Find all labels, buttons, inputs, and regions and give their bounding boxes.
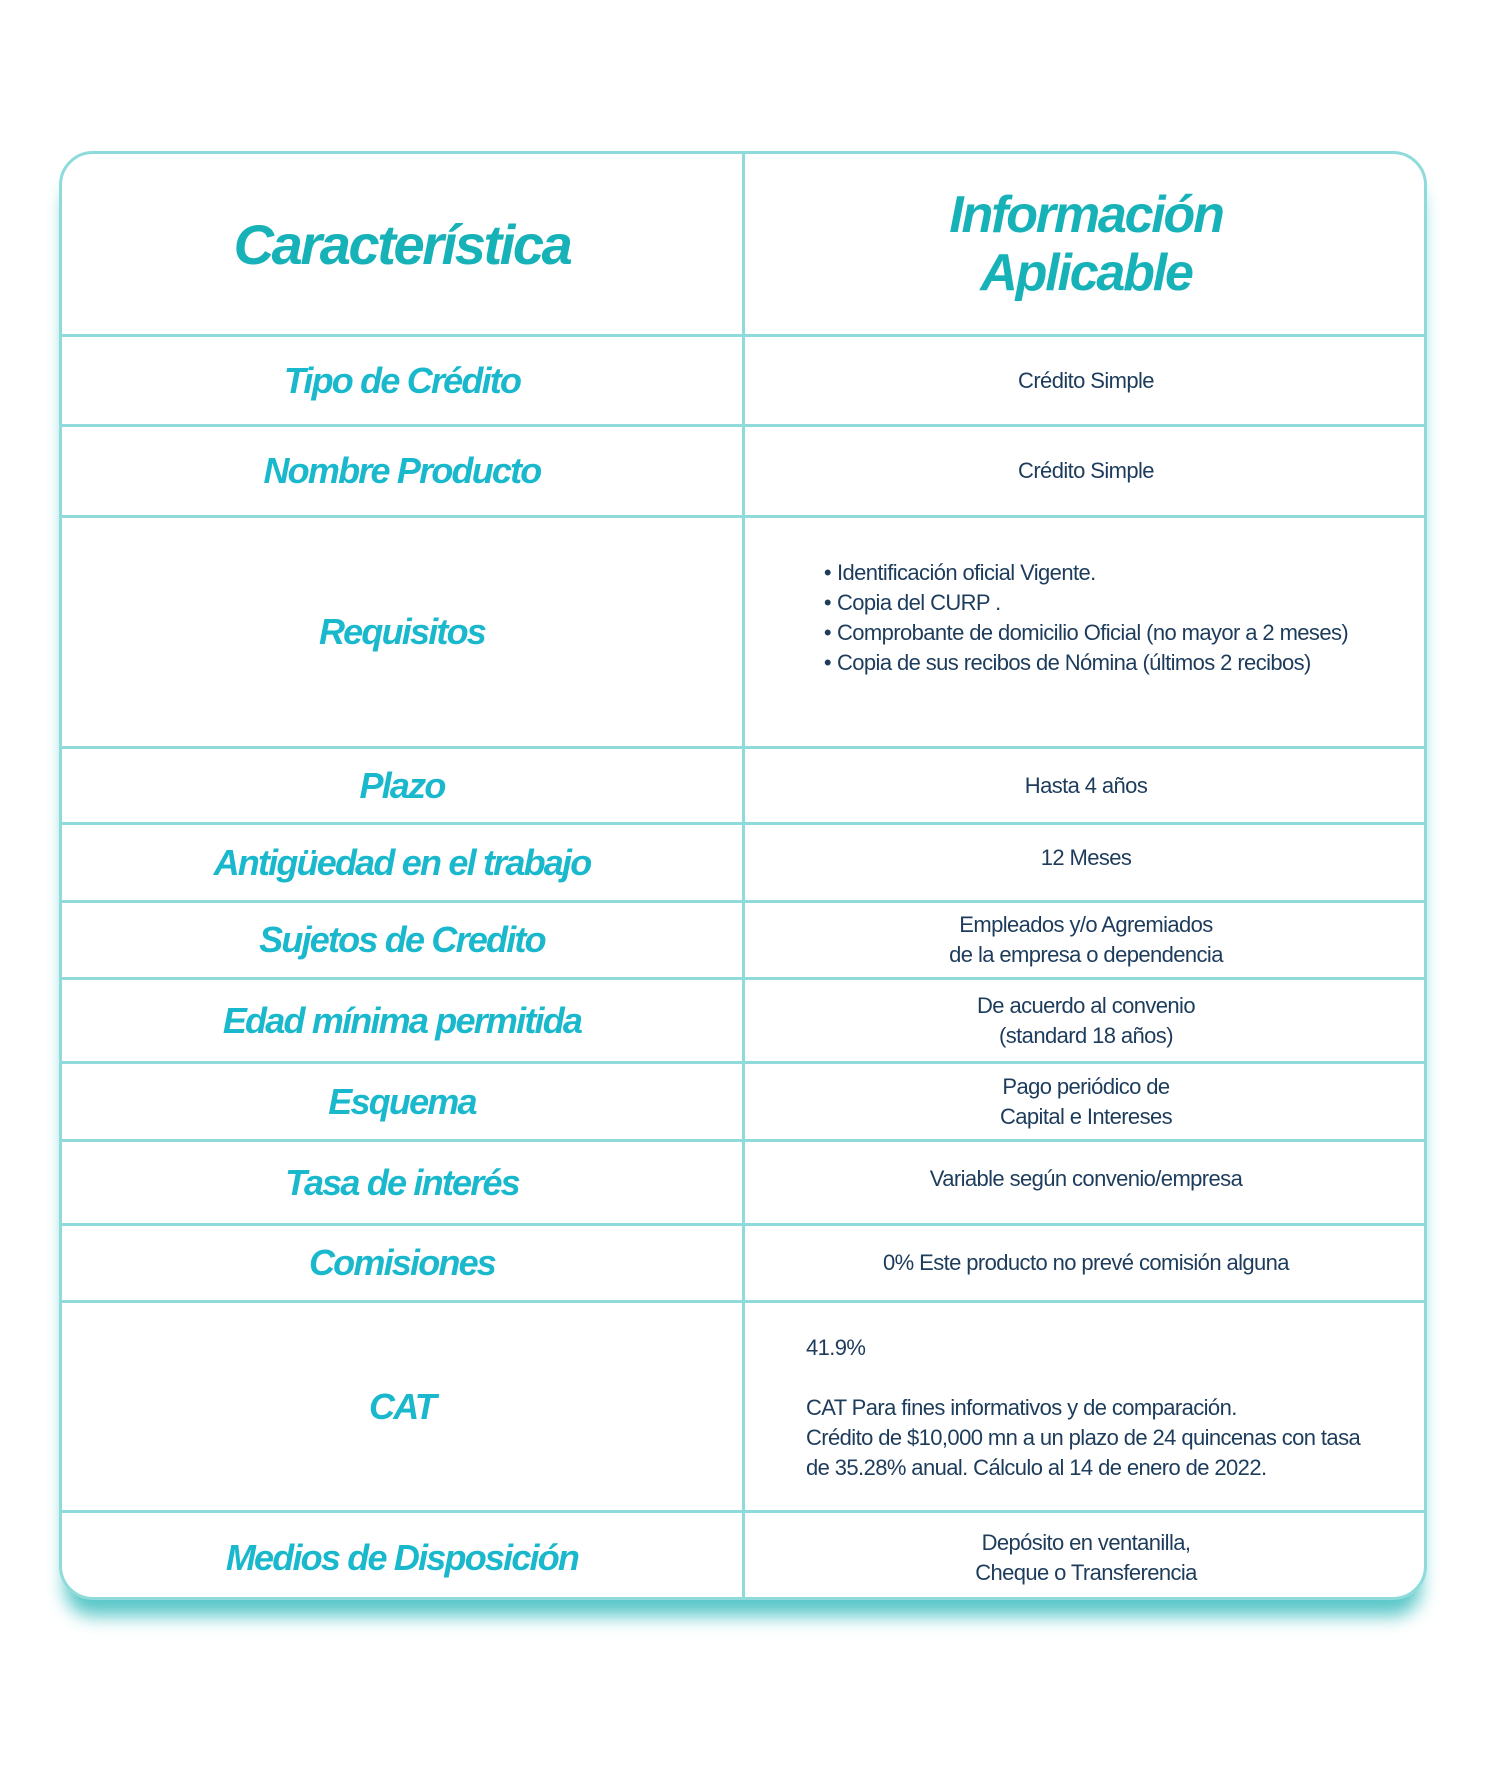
row-value: De acuerdo al convenio (standard 18 años) bbox=[977, 992, 1195, 1048]
row-value: Pago periódico de Capital e Intereses bbox=[999, 1073, 1173, 1129]
list-item: • Identificación oficial Vigente. bbox=[824, 558, 1348, 588]
header-caracteristica: Característica bbox=[233, 212, 571, 276]
table-row bbox=[62, 903, 1424, 980]
row-label: Nombre Producto bbox=[263, 450, 541, 491]
row-label: Plazo bbox=[359, 764, 445, 806]
row-value: Variable según convenio/empresa bbox=[929, 1166, 1243, 1191]
table-row bbox=[62, 1226, 1424, 1303]
row-value: Crédito Simple bbox=[1018, 367, 1154, 393]
cat-percent: 41.9% bbox=[806, 1335, 866, 1360]
table-row bbox=[62, 337, 1424, 427]
table-row bbox=[62, 427, 1424, 518]
table-row bbox=[62, 1142, 1424, 1226]
header-informacion: Información bbox=[949, 186, 1223, 244]
header-aplicable: Aplicable bbox=[980, 244, 1192, 302]
table-row bbox=[62, 1513, 1424, 1600]
header-informacion-aplicable bbox=[949, 186, 1222, 302]
row-label: CAT bbox=[369, 1385, 435, 1427]
row-value: Hasta 4 años bbox=[1024, 772, 1148, 798]
row-label: Sujetos de Credito bbox=[259, 919, 545, 960]
row-label: Antigüedad en el trabajo bbox=[213, 841, 591, 883]
row-value: 12 Meses bbox=[1040, 845, 1132, 870]
row-label: Requisitos bbox=[318, 611, 486, 652]
table-row bbox=[62, 749, 1424, 825]
header-cell-informacion bbox=[745, 154, 1427, 334]
table-row bbox=[62, 825, 1424, 903]
header-cell-caracteristica bbox=[62, 154, 745, 334]
table-row bbox=[62, 1064, 1424, 1142]
row-label: Medios de Disposición bbox=[225, 1537, 579, 1578]
row-label: Tasa de interés bbox=[285, 1161, 519, 1203]
cat-notes: CAT Para fines informativos y de comparación. Crédito de $10,000 mn a un plazo de 24 quincenas con tasa de 35.28% anual. Cálculo al 14 de enero de 2022. bbox=[806, 1395, 1361, 1480]
row-label: Comisiones bbox=[308, 1242, 496, 1283]
row-label: Esquema bbox=[328, 1080, 476, 1122]
cat-details bbox=[806, 1333, 1366, 1483]
table-header-row bbox=[62, 154, 1424, 337]
table-row bbox=[62, 1303, 1424, 1513]
row-value: 0% Este producto no prevé comisión alguna bbox=[883, 1250, 1289, 1275]
row-value: Crédito Simple bbox=[1018, 458, 1154, 483]
row-label: Edad mínima permitida bbox=[222, 999, 582, 1041]
list-item: • Copia de sus recibos de Nómina (últimos 2 recibos) bbox=[824, 648, 1348, 678]
table-row bbox=[62, 980, 1424, 1064]
info-table bbox=[59, 151, 1427, 1600]
requirements-list bbox=[824, 558, 1348, 678]
list-item: • Comprobante de domicilio Oficial (no mayor a 2 meses) bbox=[824, 618, 1348, 648]
row-label: Tipo de Crédito bbox=[283, 359, 521, 401]
row-value: Depósito en ventanilla, Cheque o Transferencia bbox=[975, 1530, 1197, 1585]
list-item: • Copia del CURP . bbox=[824, 588, 1348, 618]
row-value: Empleados y/o Agremiados de la empresa o dependencia bbox=[949, 912, 1223, 967]
table-row bbox=[62, 518, 1424, 749]
